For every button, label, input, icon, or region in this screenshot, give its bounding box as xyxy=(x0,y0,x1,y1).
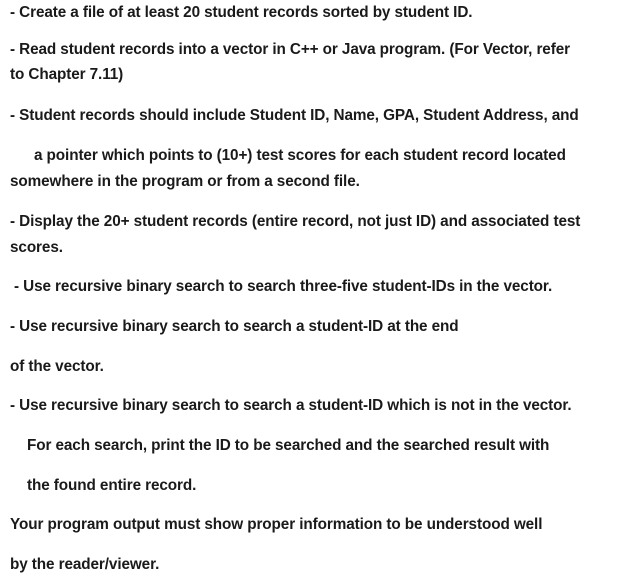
instruction-line: For each search, print the ID to be searched and the searched result with xyxy=(27,437,550,454)
instruction-line: somewhere in the program or from a second file. xyxy=(10,173,360,190)
instruction-line: to Chapter 7.11) xyxy=(10,66,124,83)
instruction-line: - Student records should include Student ID, Name, GPA, Student Address, and xyxy=(10,107,579,124)
instruction-line: scores. xyxy=(10,239,63,256)
instruction-line: - Use recursive binary search to search a student-ID at the end xyxy=(10,318,459,335)
instruction-line: Your program output must show proper information to be understood well xyxy=(10,516,543,533)
instruction-line: - Use recursive binary search to search a student-ID which is not in the vector. xyxy=(10,397,572,414)
instruction-line: a pointer which points to (10+) test scores for each student record located xyxy=(34,147,566,164)
instruction-line: the found entire record. xyxy=(27,477,197,494)
instruction-line: - Read student records into a vector in C++ or Java program. (For Vector, refer xyxy=(10,41,570,58)
instruction-line: - Create a file of at least 20 student records sorted by student ID. xyxy=(10,4,473,21)
instruction-line: - Display the 20+ student records (entire record, not just ID) and associated test xyxy=(10,213,581,230)
instruction-line: - Use recursive binary search to search three-five student-IDs in the vector. xyxy=(14,278,553,295)
instruction-line: of the vector. xyxy=(10,358,104,375)
instruction-line: by the reader/viewer. xyxy=(10,556,160,573)
